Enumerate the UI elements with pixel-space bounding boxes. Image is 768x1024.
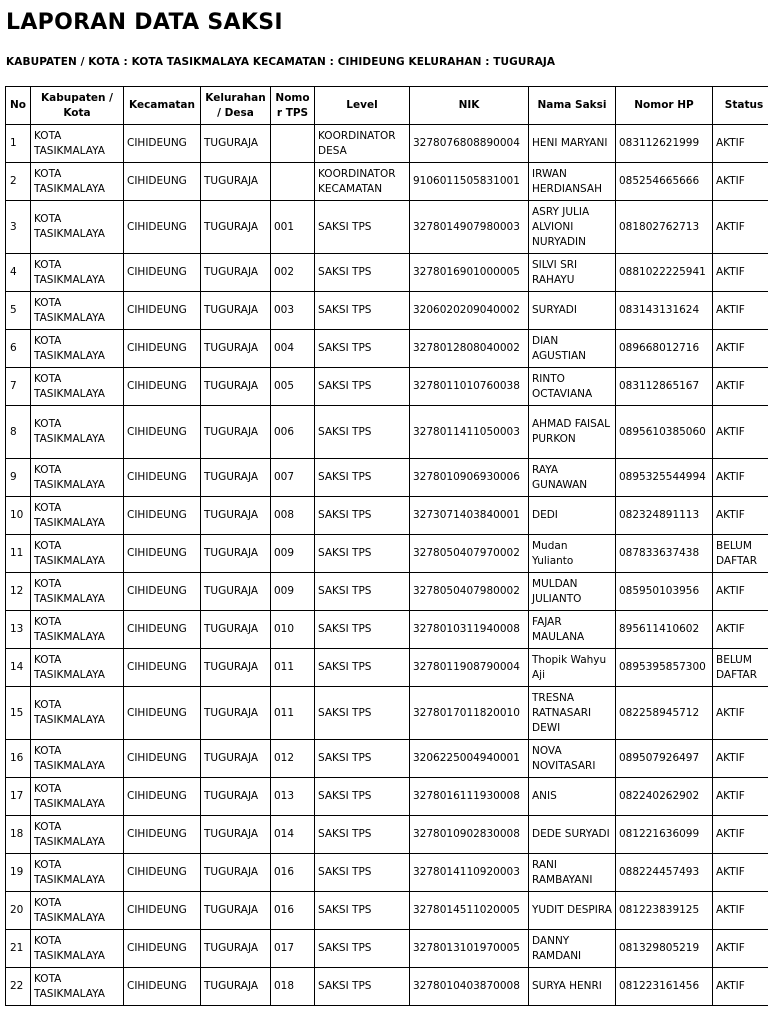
cell-kecamatan: CIHIDEUNG (124, 740, 201, 778)
table-row (6, 125, 768, 163)
cell-kabupaten: KOTA TASIKMALAYA (31, 687, 124, 740)
cell-level: SAKSI TPS (315, 854, 410, 892)
table-header (6, 87, 768, 125)
cell-tps: 009 (271, 573, 315, 611)
cell-nik: 3278014511020005 (410, 892, 529, 930)
witness-table (5, 86, 768, 1006)
cell-hp: 089507926497 (616, 740, 713, 778)
cell-nama: AHMAD FAISAL PURKON (529, 406, 616, 459)
table-row (6, 330, 768, 368)
cell-tps: 004 (271, 330, 315, 368)
cell-kelurahan: TUGURAJA (201, 740, 271, 778)
cell-kelurahan: TUGURAJA (201, 968, 271, 1006)
cell-nama: ASRY JULIA ALVIONI NURYADIN (529, 201, 616, 254)
cell-nik: 3206225004940001 (410, 740, 529, 778)
cell-level: KOORDINATOR DESA (315, 125, 410, 163)
table-body (6, 125, 768, 1006)
cell-nama: NOVA NOVITASARI (529, 740, 616, 778)
cell-hp: 089668012716 (616, 330, 713, 368)
cell-kabupaten: KOTA TASIKMALAYA (31, 201, 124, 254)
cell-kecamatan: CIHIDEUNG (124, 406, 201, 459)
cell-status: AKTIF (713, 497, 768, 535)
cell-no: 3 (6, 201, 31, 254)
cell-tps: 009 (271, 535, 315, 573)
cell-kecamatan: CIHIDEUNG (124, 892, 201, 930)
cell-hp: 0895395857300 (616, 649, 713, 687)
cell-nik: 3278014907980003 (410, 201, 529, 254)
cell-kecamatan: CIHIDEUNG (124, 292, 201, 330)
cell-nik: 3273071403840001 (410, 497, 529, 535)
table-row (6, 292, 768, 330)
cell-level: SAKSI TPS (315, 649, 410, 687)
table-row (6, 968, 768, 1006)
table-row (6, 497, 768, 535)
cell-kecamatan: CIHIDEUNG (124, 125, 201, 163)
cell-hp: 081802762713 (616, 201, 713, 254)
cell-tps (271, 125, 315, 163)
cell-kabupaten: KOTA TASIKMALAYA (31, 778, 124, 816)
cell-hp: 087833637438 (616, 535, 713, 573)
cell-kabupaten: KOTA TASIKMALAYA (31, 535, 124, 573)
cell-nik: 3278076808890004 (410, 125, 529, 163)
cell-hp: 088224457493 (616, 854, 713, 892)
cell-kabupaten: KOTA TASIKMALAYA (31, 497, 124, 535)
cell-level: SAKSI TPS (315, 254, 410, 292)
cell-no: 10 (6, 497, 31, 535)
cell-kecamatan: CIHIDEUNG (124, 163, 201, 201)
cell-hp: 081329805219 (616, 930, 713, 968)
cell-nik: 3278011908790004 (410, 649, 529, 687)
table-row (6, 535, 768, 573)
cell-nama: RAYA GUNAWAN (529, 459, 616, 497)
cell-kabupaten: KOTA TASIKMALAYA (31, 254, 124, 292)
cell-tps: 014 (271, 816, 315, 854)
cell-no: 18 (6, 816, 31, 854)
cell-kabupaten: KOTA TASIKMALAYA (31, 459, 124, 497)
cell-nik: 3278014110920003 (410, 854, 529, 892)
cell-kecamatan: CIHIDEUNG (124, 535, 201, 573)
cell-tps: 006 (271, 406, 315, 459)
cell-kecamatan: CIHIDEUNG (124, 649, 201, 687)
cell-status: AKTIF (713, 968, 768, 1006)
column-header-kabupaten: Kabupaten / Kota (31, 87, 124, 125)
cell-tps: 016 (271, 892, 315, 930)
cell-nama: TRESNA RATNASARI DEWI (529, 687, 616, 740)
cell-hp: 085950103956 (616, 573, 713, 611)
table-row (6, 930, 768, 968)
cell-status: BELUM DAFTAR (713, 649, 768, 687)
cell-level: SAKSI TPS (315, 687, 410, 740)
cell-level: SAKSI TPS (315, 330, 410, 368)
cell-nik: 9106011505831001 (410, 163, 529, 201)
cell-no: 15 (6, 687, 31, 740)
cell-kecamatan: CIHIDEUNG (124, 687, 201, 740)
cell-status: AKTIF (713, 254, 768, 292)
cell-kecamatan: CIHIDEUNG (124, 330, 201, 368)
table-row (6, 201, 768, 254)
cell-hp: 083143131624 (616, 292, 713, 330)
column-header-kecamatan: Kecamatan (124, 87, 201, 125)
cell-status: AKTIF (713, 930, 768, 968)
cell-kabupaten: KOTA TASIKMALAYA (31, 740, 124, 778)
cell-no: 5 (6, 292, 31, 330)
cell-status: AKTIF (713, 778, 768, 816)
cell-no: 1 (6, 125, 31, 163)
cell-kelurahan: TUGURAJA (201, 854, 271, 892)
cell-kabupaten: KOTA TASIKMALAYA (31, 406, 124, 459)
cell-kelurahan: TUGURAJA (201, 254, 271, 292)
cell-level: SAKSI TPS (315, 930, 410, 968)
column-header-status: Status (713, 87, 768, 125)
cell-kecamatan: CIHIDEUNG (124, 368, 201, 406)
cell-kecamatan: CIHIDEUNG (124, 854, 201, 892)
table-row (6, 254, 768, 292)
cell-status: AKTIF (713, 740, 768, 778)
cell-kabupaten: KOTA TASIKMALAYA (31, 892, 124, 930)
column-header-level: Level (315, 87, 410, 125)
cell-kelurahan: TUGURAJA (201, 459, 271, 497)
cell-nama: SURYA HENRI (529, 968, 616, 1006)
cell-nik: 3278010403870008 (410, 968, 529, 1006)
table-row (6, 368, 768, 406)
cell-nama: DEDE SURYADI (529, 816, 616, 854)
cell-tps: 016 (271, 854, 315, 892)
cell-kelurahan: TUGURAJA (201, 535, 271, 573)
cell-kelurahan: TUGURAJA (201, 201, 271, 254)
cell-tps: 001 (271, 201, 315, 254)
cell-level: SAKSI TPS (315, 535, 410, 573)
cell-status: AKTIF (713, 406, 768, 459)
cell-status: AKTIF (713, 459, 768, 497)
cell-level: SAKSI TPS (315, 497, 410, 535)
cell-no: 8 (6, 406, 31, 459)
cell-nama: DEDI (529, 497, 616, 535)
cell-status: AKTIF (713, 292, 768, 330)
cell-nik: 3278016111930008 (410, 778, 529, 816)
report-title: LAPORAN DATA SAKSI (6, 10, 283, 35)
cell-hp: 083112865167 (616, 368, 713, 406)
cell-level: SAKSI TPS (315, 368, 410, 406)
cell-tps (271, 163, 315, 201)
table-row (6, 892, 768, 930)
column-header-kelurahan: Kelurahan / Desa (201, 87, 271, 125)
column-header-no: No (6, 87, 31, 125)
cell-kelurahan: TUGURAJA (201, 687, 271, 740)
cell-no: 22 (6, 968, 31, 1006)
column-header-tps: Nomor TPS (271, 87, 315, 125)
cell-kabupaten: KOTA TASIKMALAYA (31, 292, 124, 330)
cell-kecamatan: CIHIDEUNG (124, 968, 201, 1006)
cell-kecamatan: CIHIDEUNG (124, 611, 201, 649)
cell-kelurahan: TUGURAJA (201, 930, 271, 968)
cell-no: 6 (6, 330, 31, 368)
table-row (6, 740, 768, 778)
cell-no: 4 (6, 254, 31, 292)
cell-status: AKTIF (713, 816, 768, 854)
cell-level: SAKSI TPS (315, 573, 410, 611)
cell-nama: HENI MARYANI (529, 125, 616, 163)
cell-tps: 012 (271, 740, 315, 778)
cell-nama: DIAN AGUSTIAN (529, 330, 616, 368)
cell-tps: 008 (271, 497, 315, 535)
cell-nama: RANI RAMBAYANI (529, 854, 616, 892)
cell-nik: 3206020209040002 (410, 292, 529, 330)
cell-no: 21 (6, 930, 31, 968)
cell-tps: 011 (271, 649, 315, 687)
cell-level: SAKSI TPS (315, 892, 410, 930)
cell-nama: RINTO OCTAVIANA (529, 368, 616, 406)
table-row (6, 163, 768, 201)
cell-kabupaten: KOTA TASIKMALAYA (31, 330, 124, 368)
cell-status: AKTIF (713, 687, 768, 740)
cell-hp: 081223161456 (616, 968, 713, 1006)
column-header-hp: Nomor HP (616, 87, 713, 125)
cell-level: SAKSI TPS (315, 459, 410, 497)
cell-no: 2 (6, 163, 31, 201)
cell-tps: 017 (271, 930, 315, 968)
cell-hp: 081221636099 (616, 816, 713, 854)
cell-tps: 007 (271, 459, 315, 497)
cell-kabupaten: KOTA TASIKMALAYA (31, 968, 124, 1006)
cell-hp: 082324891113 (616, 497, 713, 535)
cell-hp: 0895610385060 (616, 406, 713, 459)
cell-status: AKTIF (713, 368, 768, 406)
cell-tps: 013 (271, 778, 315, 816)
table-row (6, 816, 768, 854)
cell-no: 11 (6, 535, 31, 573)
cell-nama: DANNY RAMDANI (529, 930, 616, 968)
cell-nik: 3278010902830008 (410, 816, 529, 854)
cell-kelurahan: TUGURAJA (201, 406, 271, 459)
cell-level: SAKSI TPS (315, 816, 410, 854)
cell-kabupaten: KOTA TASIKMALAYA (31, 573, 124, 611)
cell-kelurahan: TUGURAJA (201, 892, 271, 930)
cell-hp: 082240262902 (616, 778, 713, 816)
cell-status: AKTIF (713, 330, 768, 368)
cell-nik: 3278011411050003 (410, 406, 529, 459)
cell-no: 12 (6, 573, 31, 611)
cell-tps: 002 (271, 254, 315, 292)
cell-nik: 3278012808040002 (410, 330, 529, 368)
cell-hp: 895611410602 (616, 611, 713, 649)
cell-kecamatan: CIHIDEUNG (124, 930, 201, 968)
cell-level: SAKSI TPS (315, 292, 410, 330)
cell-status: AKTIF (713, 892, 768, 930)
cell-no: 20 (6, 892, 31, 930)
cell-nik: 3278050407970002 (410, 535, 529, 573)
cell-nama: SILVI SRI RAHAYU (529, 254, 616, 292)
cell-kabupaten: KOTA TASIKMALAYA (31, 163, 124, 201)
cell-no: 9 (6, 459, 31, 497)
cell-level: SAKSI TPS (315, 968, 410, 1006)
cell-nik: 3278013101970005 (410, 930, 529, 968)
cell-level: SAKSI TPS (315, 778, 410, 816)
cell-kabupaten: KOTA TASIKMALAYA (31, 125, 124, 163)
cell-kelurahan: TUGURAJA (201, 368, 271, 406)
cell-hp: 0895325544994 (616, 459, 713, 497)
cell-tps: 011 (271, 687, 315, 740)
cell-kabupaten: KOTA TASIKMALAYA (31, 854, 124, 892)
cell-level: SAKSI TPS (315, 740, 410, 778)
table-row (6, 649, 768, 687)
cell-kecamatan: CIHIDEUNG (124, 497, 201, 535)
cell-tps: 018 (271, 968, 315, 1006)
cell-level: KOORDINATOR KECAMATAN (315, 163, 410, 201)
cell-hp: 081223839125 (616, 892, 713, 930)
cell-nik: 3278010311940008 (410, 611, 529, 649)
cell-kelurahan: TUGURAJA (201, 292, 271, 330)
cell-status: AKTIF (713, 854, 768, 892)
cell-status: BELUM DAFTAR (713, 535, 768, 573)
cell-kelurahan: TUGURAJA (201, 330, 271, 368)
table-row (6, 687, 768, 740)
report-subtitle: KABUPATEN / KOTA : KOTA TASIKMALAYA KECAMATAN : CIHIDEUNG KELURAHAN : TUGURAJA (6, 56, 556, 68)
cell-kelurahan: TUGURAJA (201, 649, 271, 687)
cell-no: 19 (6, 854, 31, 892)
cell-kelurahan: TUGURAJA (201, 125, 271, 163)
cell-nik: 3278050407980002 (410, 573, 529, 611)
cell-no: 13 (6, 611, 31, 649)
cell-kecamatan: CIHIDEUNG (124, 816, 201, 854)
cell-status: AKTIF (713, 611, 768, 649)
cell-tps: 005 (271, 368, 315, 406)
cell-kecamatan: CIHIDEUNG (124, 254, 201, 292)
cell-kelurahan: TUGURAJA (201, 611, 271, 649)
cell-level: SAKSI TPS (315, 201, 410, 254)
cell-kelurahan: TUGURAJA (201, 816, 271, 854)
table-row (6, 459, 768, 497)
cell-kabupaten: KOTA TASIKMALAYA (31, 649, 124, 687)
cell-kecamatan: CIHIDEUNG (124, 778, 201, 816)
cell-nik: 3278011010760038 (410, 368, 529, 406)
cell-nama: FAJAR MAULANA (529, 611, 616, 649)
cell-kelurahan: TUGURAJA (201, 573, 271, 611)
column-header-nama: Nama Saksi (529, 87, 616, 125)
cell-hp: 083112621999 (616, 125, 713, 163)
cell-nama: YUDIT DESPIRA (529, 892, 616, 930)
cell-nama: SURYADI (529, 292, 616, 330)
cell-status: AKTIF (713, 125, 768, 163)
cell-kelurahan: TUGURAJA (201, 497, 271, 535)
cell-nama: MULDAN JULIANTO (529, 573, 616, 611)
cell-hp: 085254665666 (616, 163, 713, 201)
cell-nik: 3278010906930006 (410, 459, 529, 497)
cell-kabupaten: KOTA TASIKMALAYA (31, 816, 124, 854)
cell-no: 16 (6, 740, 31, 778)
cell-nik: 3278017011820010 (410, 687, 529, 740)
cell-hp: 082258945712 (616, 687, 713, 740)
cell-level: SAKSI TPS (315, 406, 410, 459)
cell-hp: 0881022225941 (616, 254, 713, 292)
cell-nama: Thopik Wahyu Aji (529, 649, 616, 687)
cell-status: AKTIF (713, 163, 768, 201)
cell-tps: 010 (271, 611, 315, 649)
cell-nama: IRWAN HERDIANSAH (529, 163, 616, 201)
cell-kecamatan: CIHIDEUNG (124, 201, 201, 254)
cell-tps: 003 (271, 292, 315, 330)
cell-kecamatan: CIHIDEUNG (124, 459, 201, 497)
cell-kelurahan: TUGURAJA (201, 163, 271, 201)
table-row (6, 406, 768, 459)
cell-no: 17 (6, 778, 31, 816)
table-row (6, 611, 768, 649)
table-row (6, 854, 768, 892)
cell-no: 14 (6, 649, 31, 687)
cell-kabupaten: KOTA TASIKMALAYA (31, 368, 124, 406)
table-row (6, 778, 768, 816)
column-header-nik: NIK (410, 87, 529, 125)
cell-status: AKTIF (713, 573, 768, 611)
cell-nama: Mudan Yulianto (529, 535, 616, 573)
cell-nama: ANIS (529, 778, 616, 816)
cell-kabupaten: KOTA TASIKMALAYA (31, 611, 124, 649)
cell-kecamatan: CIHIDEUNG (124, 573, 201, 611)
table-row (6, 573, 768, 611)
cell-no: 7 (6, 368, 31, 406)
cell-level: SAKSI TPS (315, 611, 410, 649)
cell-nik: 3278016901000005 (410, 254, 529, 292)
cell-kelurahan: TUGURAJA (201, 778, 271, 816)
cell-kabupaten: KOTA TASIKMALAYA (31, 930, 124, 968)
cell-status: AKTIF (713, 201, 768, 254)
